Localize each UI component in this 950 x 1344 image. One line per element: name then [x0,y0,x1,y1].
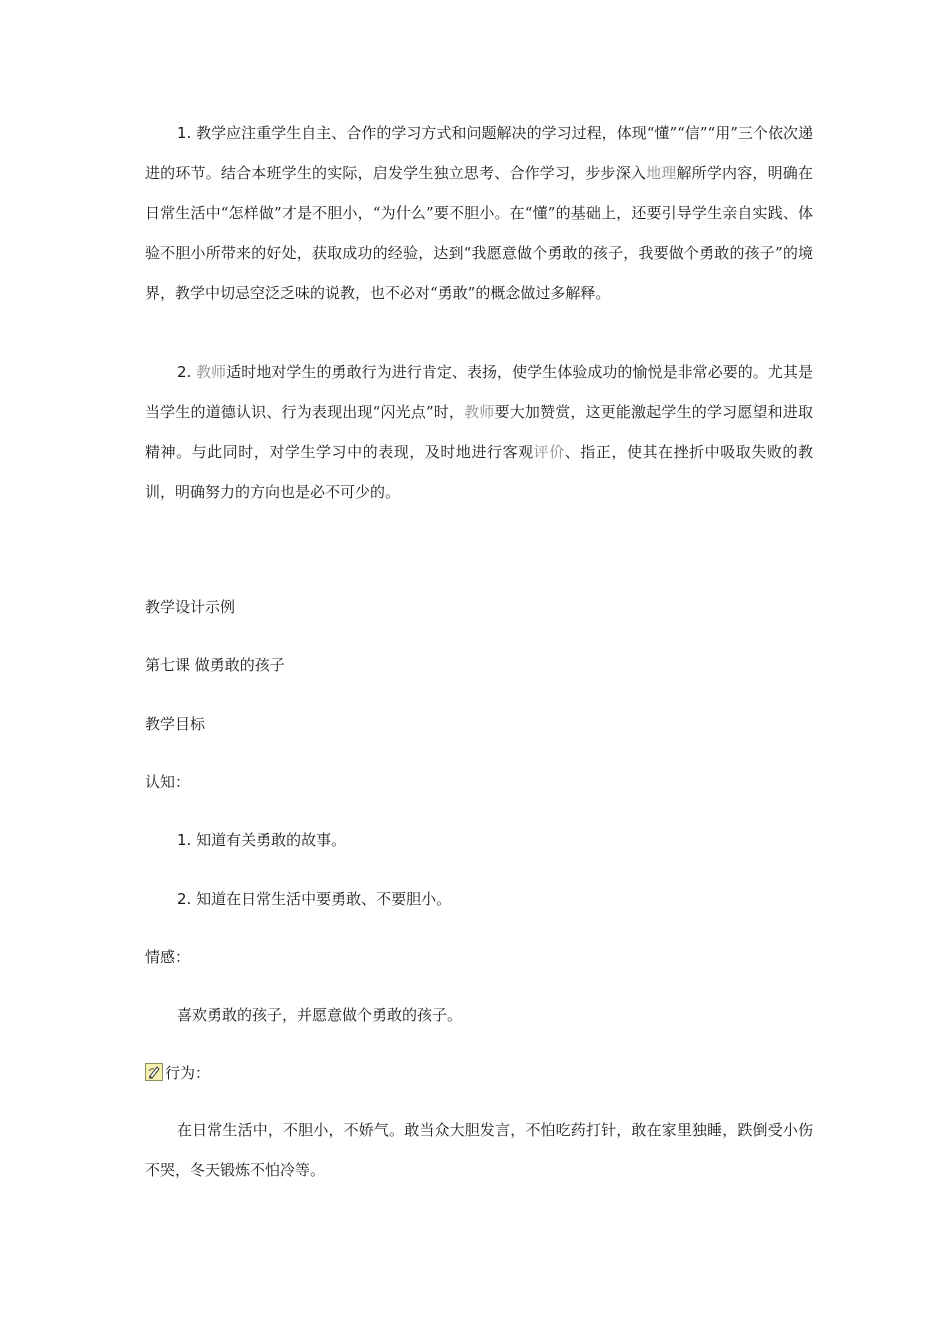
emotion-text: 喜欢勇敢的孩子，并愿意做个勇敢的孩子。 [177,1006,463,1024]
paragraph-teaching-principle-2 [145,352,813,512]
cognition-item [177,888,451,910]
item-number: 1 [177,831,187,849]
item-number: 2 [177,890,187,908]
behavior-label-row [145,1062,210,1084]
item-number: 1 [177,124,187,142]
lesson-title: 第七课 做勇敢的孩子 [145,656,285,674]
pencil-note-icon[interactable] [145,1063,163,1081]
label-emotion: 情感： [145,948,191,966]
link-teacher[interactable]: 教师 [196,363,227,381]
paragraph-text: 、指正，使其在挫折中吸取失败的教训，明确努力的方向也是必不可少的。 [145,443,813,501]
section-goals-title: 教学目标 [145,715,206,733]
paragraph-teaching-principle-1 [145,113,813,313]
link-evaluation[interactable]: 评价 [533,443,565,461]
link-geography[interactable]: 地理 [646,164,677,182]
paragraph-text: 适时地对学生的勇敢行为进行肯定、表扬，使学生体验成功的愉悦是非常必要的。尤其是当学生的道德认识、行为表现出现“闪光点”时， [145,363,813,421]
paragraph-text: 解所学内容，明确在日常生活中“怎样做”才是不胆小，“为什么”要不胆小。在“懂”的基础上，还要引导学生亲自实践、体验不胆小所带来的好处，获取成功的经验，达到“我愿意做个勇敢的孩子，我要做个勇敢的孩子”的境界，教学中切忌空泛乏味的说教，也不必对“勇敢”的概念做过多解释。 [145,164,813,302]
behavior-text: 在日常生活中，不胆小，不娇气。敢当众大胆发言，不怕吃药打针，敢在家里独睡，跌倒受小伤不哭，冬天锻炼不怕冷等。 [145,1121,813,1179]
heading-design-example: 教学设计示例 [145,598,236,616]
paragraph-text: . [186,363,197,381]
item-number: 2 [177,363,187,381]
paragraph-text: 要大加赞赏，这更能激起学生的学习愿望和进取精神。与此同时，对学生学习中的表现，及时地进行客观 [145,403,813,461]
label-cognition: 认知： [145,773,191,791]
paragraph-text: . 教学应注重学生自主、合作的学习方式和问题解决的学习过程，体现“懂”“信”“用”三个依次递进的环节。结合本班学生的实际，启发学生独立思考、合作学习，步步深入 [145,124,813,182]
label-behavior: 行为： [165,1064,211,1082]
cognition-item [177,829,346,851]
link-teacher[interactable]: 教师 [464,403,495,421]
item-text: . 知道在日常生活中要勇敢、不要胆小。 [186,890,452,908]
item-text: . 知道有关勇敢的故事。 [186,831,347,849]
